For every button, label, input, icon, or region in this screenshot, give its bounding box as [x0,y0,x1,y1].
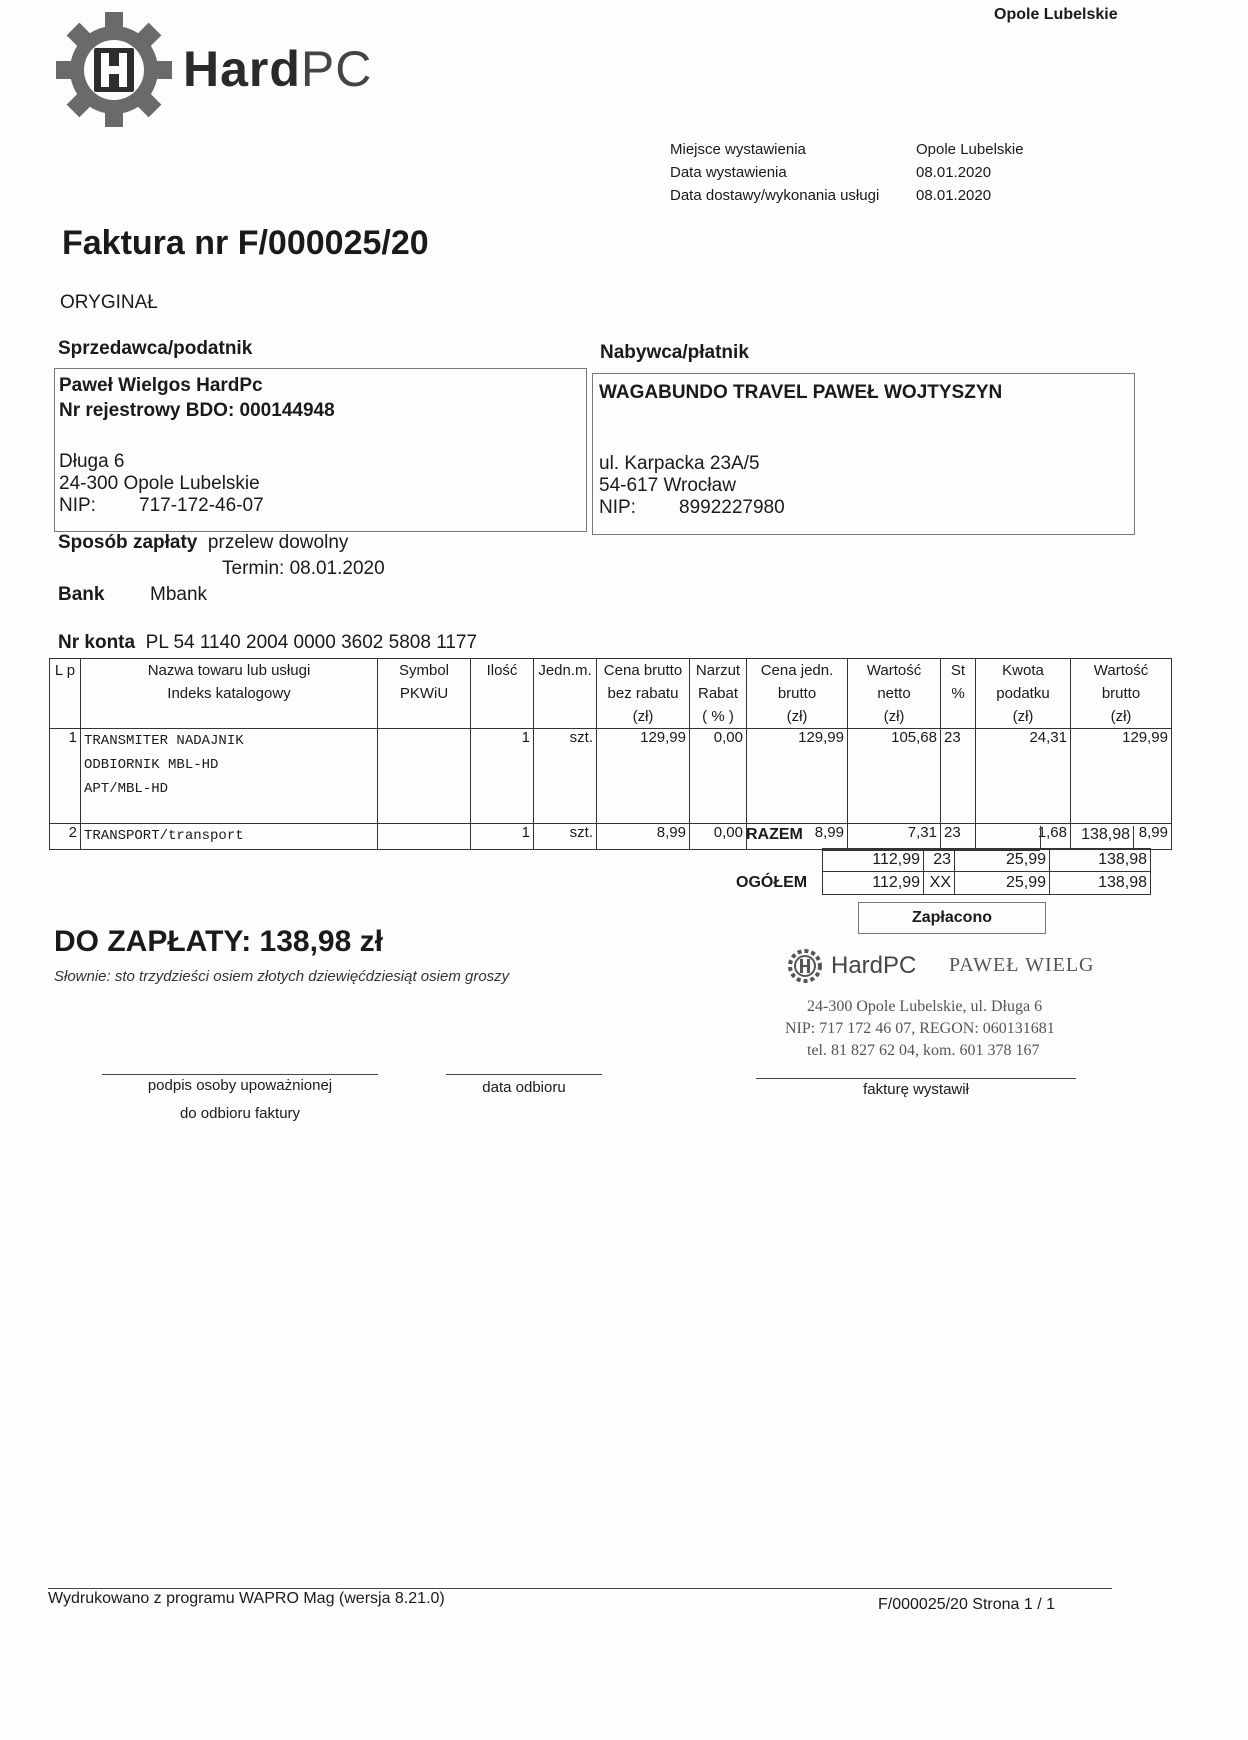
bank-row: Bank Mbank [58,584,208,605]
footer-rule [48,1588,1112,1589]
col-tax: Kwota podatku (zł) [976,659,1071,729]
col-net: Wartość netto (zł) [848,659,941,729]
col-pkwiu: Symbol PKWiU [378,659,471,729]
stamp-line3: tel. 81 827 62 04, kom. 601 378 167 [807,1042,1040,1059]
table-row: 1 TRANSMITER NADAJNIK ODBIORNIK MBL-HD APT/MBL-HD 1 szt. 129,99 0,00 129,99 105,68 23 24,31 129,99 [50,729,1172,824]
vat-row: 112,99 23 25,99 138,98 [823,849,1151,872]
col-price: Cena brutto bez rabatu (zł) [597,659,690,729]
col-vat: St % [941,659,976,729]
seller-bdo: Nr rejestrowy BDO: 000144948 [59,400,335,421]
col-lp: L p [50,659,81,729]
buyer-street: ul. Karpacka 23A/5 [599,453,760,474]
col-gross: Wartość brutto (zł) [1071,659,1172,729]
seller-nip-label: NIP: [59,495,96,516]
razem-gross: 138,98 [1040,826,1134,850]
recipient-signature-label: podpis osoby upoważnionej do odbioru faktury [147,1077,333,1122]
footer-program: Wydrukowano z programu WAPRO Mag (wersja 8.21.0) [48,1590,445,1607]
company-stamp [785,946,1125,1066]
seller-nip: 717-172-46-07 [139,495,264,516]
table-row: 2 TRANSPORT/transport 1 szt. 8,99 0,00 8,99 7,31 23 1,68 8,99 [50,824,1172,850]
amount-in-words: Słownie: sto trzydzieści osiem złotych dziewięćdziesiąt osiem groszy [54,968,510,985]
buyer-heading: Nabywca/płatnik [600,342,749,363]
ogolem-label: OGÓŁEM [736,874,808,891]
seller-box [54,368,587,532]
footer-page: F/000025/20 Strona 1 / 1 [878,1596,1056,1613]
stamp-line1: 24-300 Opole Lubelskie, ul. Długa 6 [807,998,1043,1015]
col-markup: Narzut Rabat ( % ) [690,659,747,729]
gear-logo-icon [52,12,182,127]
stamp-owner: PAWEŁ WIELG [949,954,1095,976]
invoice-title: Faktura nr F/000025/20 [62,224,429,262]
col-unit: Jedn.m. [534,659,597,729]
issuer-signature-label: fakturę wystawił [863,1081,969,1098]
buyer-city: 54-617 Wrocław [599,475,736,496]
account-row: Nr konta PL 54 1140 2004 0000 3602 5808 1177 [58,632,478,653]
totals-table [822,848,1151,895]
buyer-nip: 8992227980 [679,497,785,518]
col-unit-price: Cena jedn. brutto (zł) [747,659,848,729]
stamp-gear-icon [785,946,825,986]
payment-term: Termin: 08.01.2020 [222,558,385,579]
stamp-line2: NIP: 717 172 46 07, REGON: 060131681 [785,1020,1055,1037]
seller-street: Długa 6 [59,451,125,472]
invoice-meta: Miejsce wystawienia Opole Lubelskie Data wystawienia 08.01.2020 Data dostawy/wykonania usługi 08.01.2020 [670,141,1024,204]
buyer-box [592,373,1135,535]
seller-name: Paweł Wielgos HardPc [59,375,263,396]
buyer-nip-label: NIP: [599,497,636,518]
copy-label: ORYGINAŁ [60,292,158,313]
seller-heading: Sprzedawca/podatnik [58,338,253,359]
items-table [49,658,1172,850]
header-place: Opole Lubelskie [994,6,1118,23]
buyer-name: WAGABUNDO TRAVEL PAWEŁ WOJTYSZYN [599,382,1003,403]
col-name: Nazwa towaru lub usługi Indeks katalogowy [81,659,378,729]
stamp-brand: HardPC [831,952,917,979]
ogolem-row: 112,99 XX 25,99 138,98 [823,872,1151,895]
paid-box: Zapłacono [858,902,1046,934]
date-signature-label: data odbioru [482,1079,566,1096]
razem-label: RAZEM [746,826,803,843]
amount-due: DO ZAPŁATY: 138,98 zł [54,925,383,958]
col-qty: Ilość [471,659,534,729]
payment-method: Sposób zapłaty przelew dowolny [58,532,349,553]
seller-city: 24-300 Opole Lubelskie [59,473,260,494]
brand-logo: HardPC [183,41,373,97]
